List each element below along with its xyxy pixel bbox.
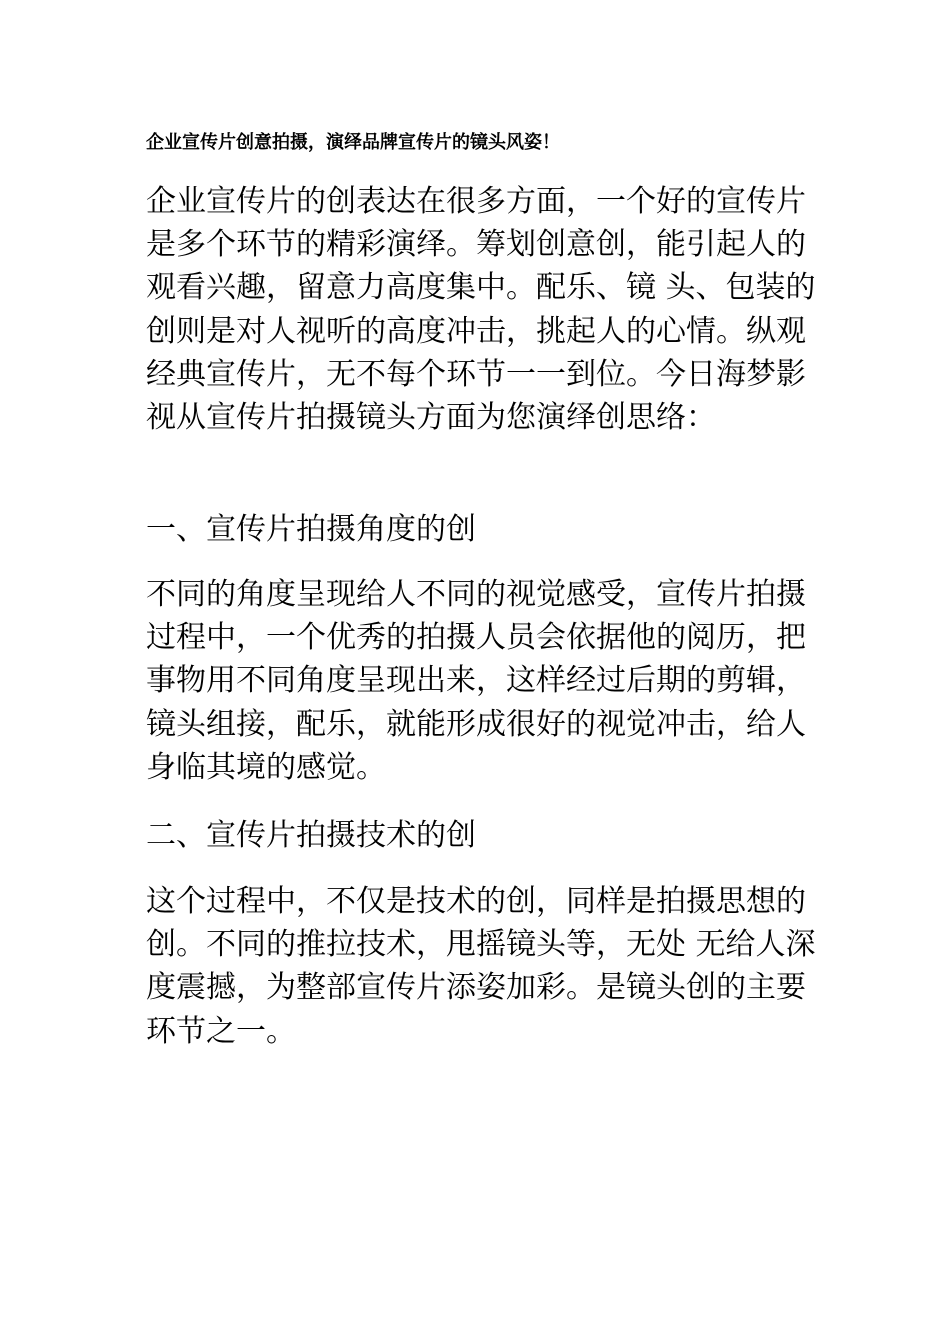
section-one-paragraph: 不同的角度呈现给人不同的视觉感受，宣传片拍摄过程中，一个优秀的拍摄人员会依据他的阅历，把事物用不同角度呈现出来，这样经过后期的剪辑，镜头组接，配乐，就能形成很好的视觉冲击，给人身临其境的感觉。 [146,577,806,785]
section-two-heading: 二、宣传片拍摄技术的创 [146,818,476,853]
section-one-heading: 一、宣传片拍摄角度的创 [146,512,476,547]
document-title: 企业宣传片创意拍摄，演绎品牌宣传片的镜头风姿！ [146,132,560,153]
intro-paragraph: 企业宣传片的创表达在很多方面，一个好的宣传片是多个环节的精彩演绎。筹划创意创，能引起人的观看兴趣，留意力高度集中。配乐、镜 头、包装的创则是对人视听的高度冲击，挑起人的心情。纵观经典宣传片，无不每个环节一一到位。今日海梦影视从宣传片拍摄镜头方面为您演绎创思络： [146,184,816,436]
section-two-paragraph: 这个过程中，不仅是技术的创，同样是拍摄思想的创。不同的推拉技术，甩摇镜头等，无处 无给人深度震撼，为整部宣传片添姿加彩。是镜头创的主要环节之一。 [146,884,816,1049]
